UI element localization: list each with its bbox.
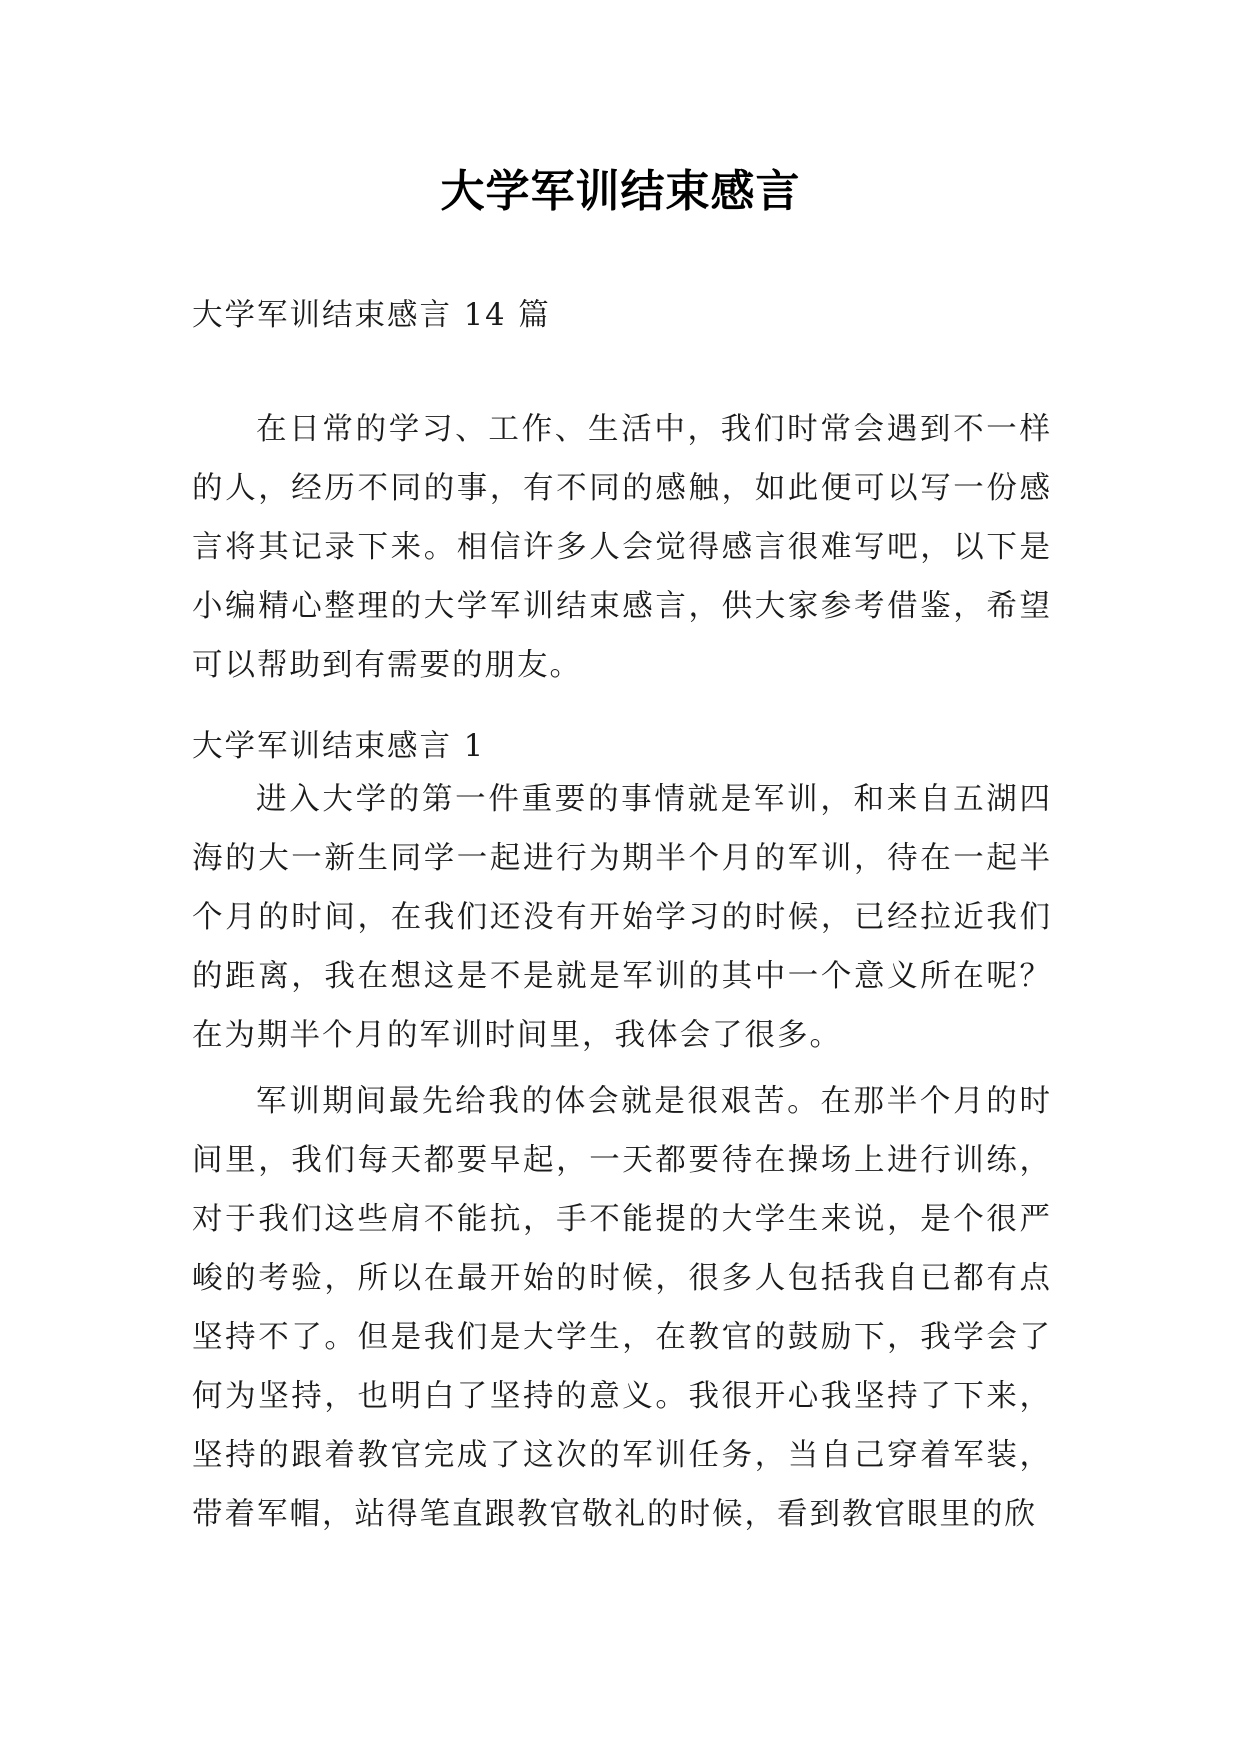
intro-paragraph: 在日常的学习、工作、生活中，我们时常会遇到不一样的人，经历不同的事，有不同的感触，如此便可以写一份感言将其记录下来。相信许多人会觉得感言很难写吧，以下是小编精心整理的大学军训结束感言，供大家参考借鉴，希望可以帮助到有需要的朋友。 — [192, 412, 1052, 683]
document-subtitle: 大学军训结束感言 14 篇 — [192, 298, 551, 333]
section-heading: 大学军训结束感言 1 — [192, 729, 486, 764]
page-title: 大学军训结束感言 — [440, 166, 801, 217]
body-paragraph: 军训期间最先给我的体会就是很艰苦。在那半个月的时间里，我们每天都要早起，一天都要待在操场上进行训练，对于我们这些肩不能抗，手不能提的大学生来说，是个很严峻的考验，所以在最开始的时候，很多人包括我自已都有点坚持不了。但是我们是大学生，在教官的鼓励下，我学会了何为坚持，也明白了坚持的意义。我很开心我坚持了下来，坚持的跟着教官完成了这次的军训任务，当自己穿着军装，带着军帽，站得笔直跟教官敬礼的时候，看到教官眼里的欣 — [192, 1084, 1052, 1532]
body-paragraph: 进入大学的第一件重要的事情就是军训，和来自五湖四海的大一新生同学一起进行为期半个月的军训，待在一起半个月的时间，在我们还没有开始学习的时候，已经拉近我们的距离，我在想这是不是就是军训的其中一个意义所在呢？在为期半个月的军训时间里，我体会了很多。 — [192, 782, 1052, 1053]
